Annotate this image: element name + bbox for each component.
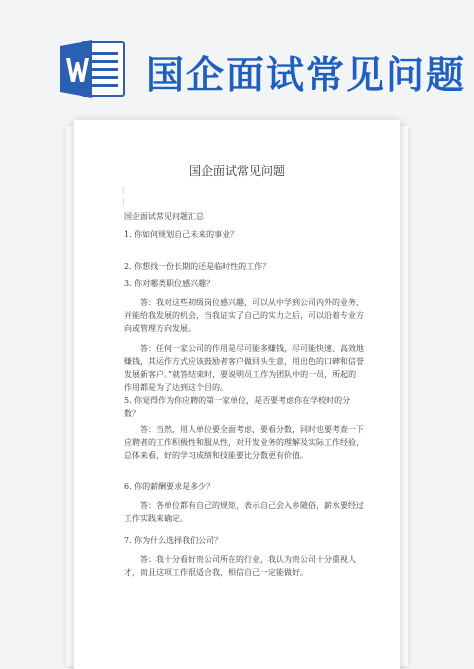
paragraph-mark: ¦ — [122, 198, 125, 206]
banner-header — [0, 0, 474, 120]
answer-paragraph: 答：任何一家公司的作用是尽可能多赚钱，尽可能快速、高效地赚钱，其运作方式应该鼓励者客户做回头生意，用出色的口碑和信誉发展新客户。”就答结束时，要说明员工作为团队中的一员，所起的作用都是为了达到这个目的。 — [124, 344, 364, 392]
question-line: 3. 你对哪类职位感兴趣？ — [124, 279, 215, 288]
question-line: 2. 你想找一份长期的还是临时性的工作？ — [124, 262, 271, 271]
word-document-icon — [58, 38, 128, 100]
document-title: 国企面试常见问题 — [188, 164, 285, 178]
answer-paragraph: 答：我对这些初级岗位感兴趣，可以从中学到公司内外的业务，并能给我发展的机会，当我证实了自己的实力之后，可以沿着专业方向或管理方向发展。 — [124, 298, 364, 333]
header-title: 国企面试常见问题 — [146, 53, 467, 97]
question-line: 6. 你的薪酬要求是多少？ — [124, 482, 215, 491]
question-line: 5. 你觉得作为你应聘的第一家单位，是否要考虑你在学校时的分数？ — [124, 396, 351, 418]
answer-paragraph: 答：各单位都有自己的规矩，表示自己会入乡随俗，薪水要经过工作实践来确定。 — [124, 501, 364, 523]
paragraph: 国企面试常见问题汇总 — [124, 212, 204, 221]
paragraph-mark: ¦ — [122, 186, 125, 194]
answer-paragraph: 答：当然，用人单位要全面考虑，要看分数，同时也要考查一下应聘者的工作积极性和服从性，对开发业务的理解及实际工作经验，总体来看，好的学习成绩和技能要比分数更有价值。 — [124, 425, 364, 460]
question-line: 1. 你如何规划自己未来的事业？ — [124, 230, 239, 239]
answer-paragraph: 答：我十分看好贵公司所在的行业，我认为贵公司十分重视人才，而且这项工作很适合我，相信自己一定能做好。 — [124, 555, 356, 577]
question-line: 7. 你为什么选择我们公司？ — [124, 536, 223, 545]
document-page — [74, 120, 400, 669]
